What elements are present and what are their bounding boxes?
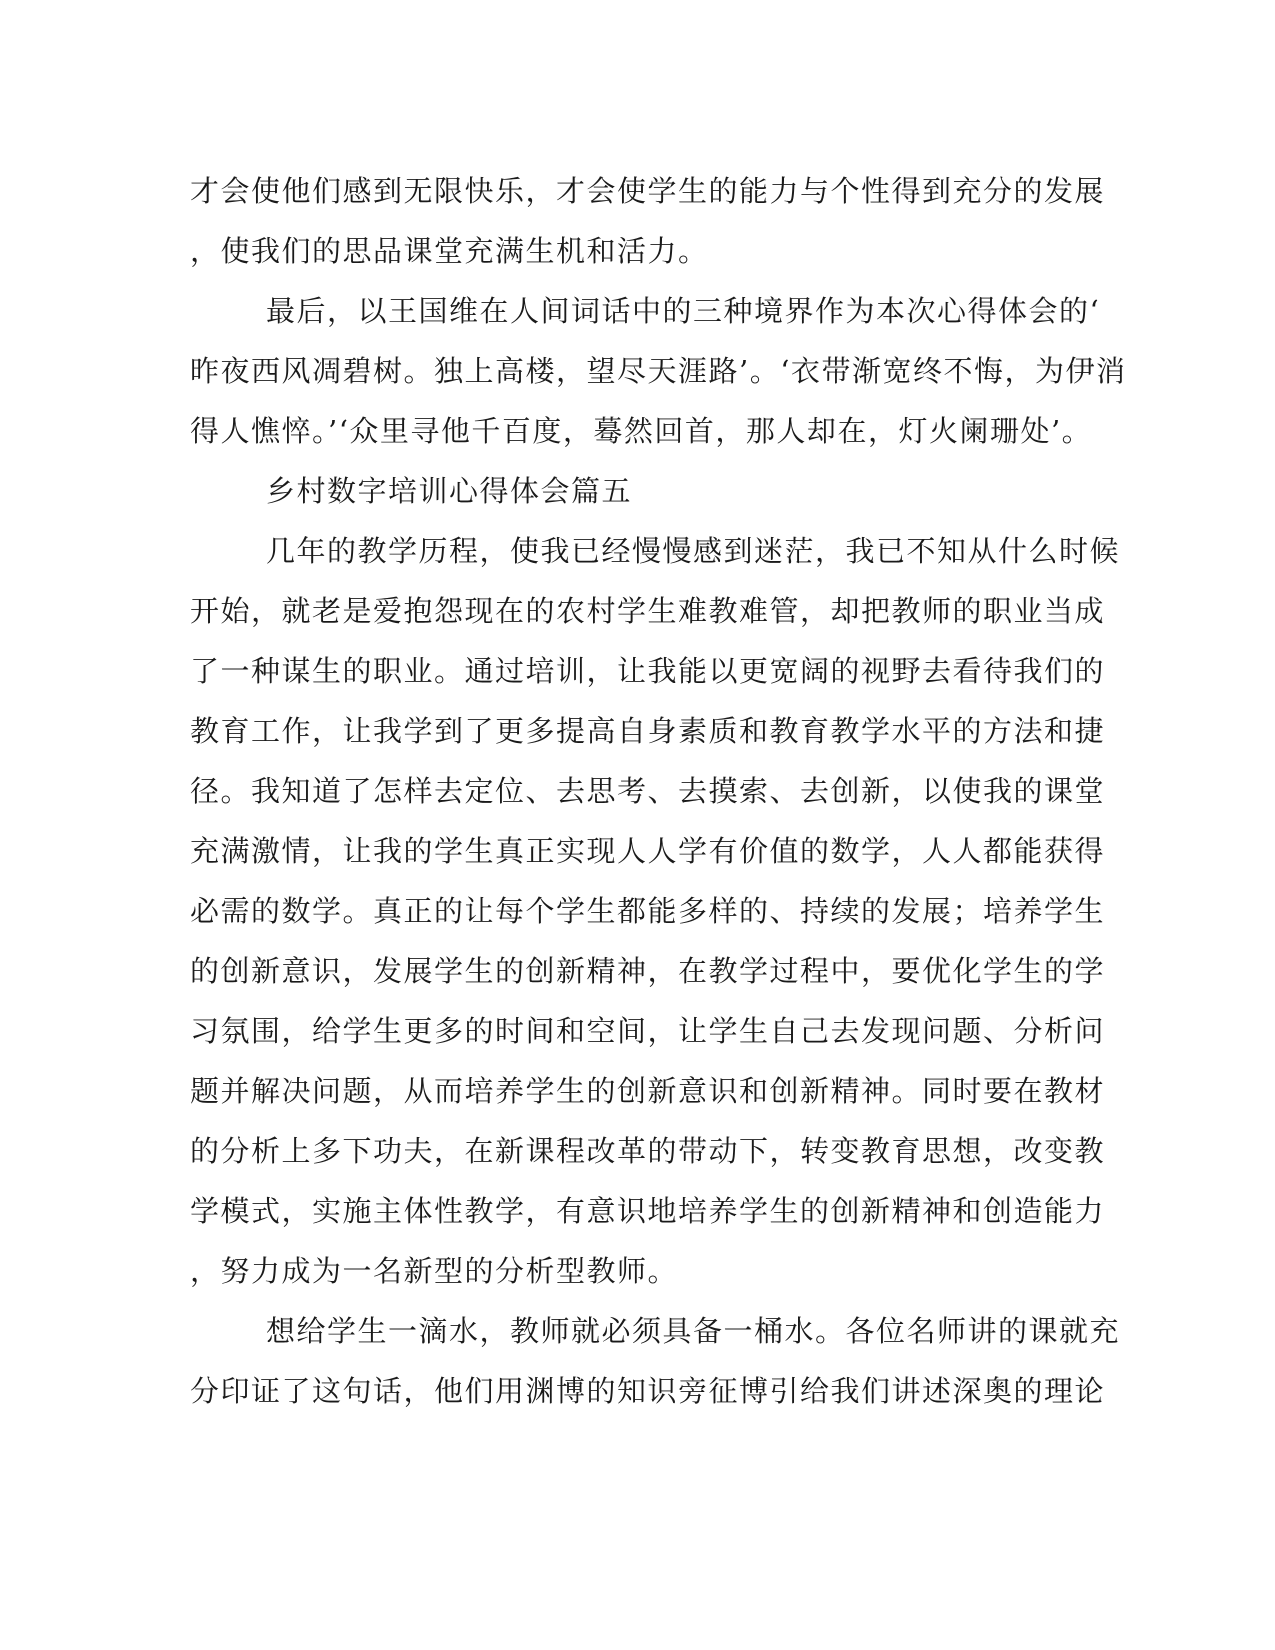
document-body bbox=[190, 161, 1127, 1421]
text-line: 分印证了这句话，他们用渊博的知识旁征博引给我们讲述深奥的理论 bbox=[190, 1374, 1106, 1408]
text-line: 昨夜西风凋碧树。独上高楼，望尽天涯路’。‘衣带渐宽终不悔，为伊消 bbox=[190, 354, 1127, 388]
text-line: 学模式，实施主体性教学，有意识地培养学生的创新精神和创造能力 bbox=[190, 1194, 1106, 1228]
paragraph-first-line: 最后，以王国维在人间词话中的三种境界作为本次心得体会的‘ bbox=[266, 294, 1101, 328]
paragraph-first-line: 乡村数字培训心得体会篇五 bbox=[266, 474, 633, 508]
text-line: 开始，就老是爱抱怨现在的农村学生难教难管，却把教师的职业当成 bbox=[190, 594, 1106, 628]
text-line: 得人憔悴。’‘众里寻他千百度，蓦然回首，那人却在，灯火阑珊处’。 bbox=[190, 414, 1093, 448]
text-line: 才会使他们感到无限快乐，才会使学生的能力与个性得到充分的发展 bbox=[190, 174, 1106, 208]
text-line: 充满激情，让我的学生真正实现人人学有价值的数学，人人都能获得 bbox=[190, 834, 1106, 868]
paragraph-first-line: 几年的教学历程，使我已经慢慢感到迷茫，我已不知从什么时候 bbox=[266, 534, 1121, 568]
text-line: 题并解决问题，从而培养学生的创新意识和创新精神。同时要在教材 bbox=[190, 1074, 1106, 1108]
text-line: 的创新意识，发展学生的创新精神，在教学过程中，要优化学生的学 bbox=[190, 954, 1106, 988]
text-line: 了一种谋生的职业。通过培训，让我能以更宽阔的视野去看待我们的 bbox=[190, 654, 1106, 688]
text-line: ，努力成为一名新型的分析型教师。 bbox=[190, 1254, 679, 1288]
paragraph-first-line: 想给学生一滴水，教师就必须具备一桶水。各位名师讲的课就充 bbox=[266, 1314, 1121, 1348]
text-line: 教育工作，让我学到了更多提高自身素质和教育教学水平的方法和捷 bbox=[190, 714, 1106, 748]
text-line: ，使我们的思品课堂充满生机和活力。 bbox=[190, 234, 709, 268]
text-line: 习氛围，给学生更多的时间和空间，让学生自己去发现问题、分析问 bbox=[190, 1014, 1106, 1048]
text-line: 必需的数学。真正的让每个学生都能多样的、持续的发展；培养学生 bbox=[190, 894, 1106, 928]
text-line: 的分析上多下功夫，在新课程改革的带动下，转变教育思想，改变教 bbox=[190, 1134, 1106, 1168]
text-line: 径。我知道了怎样去定位、去思考、去摸索、去创新，以使我的课堂 bbox=[190, 774, 1106, 808]
